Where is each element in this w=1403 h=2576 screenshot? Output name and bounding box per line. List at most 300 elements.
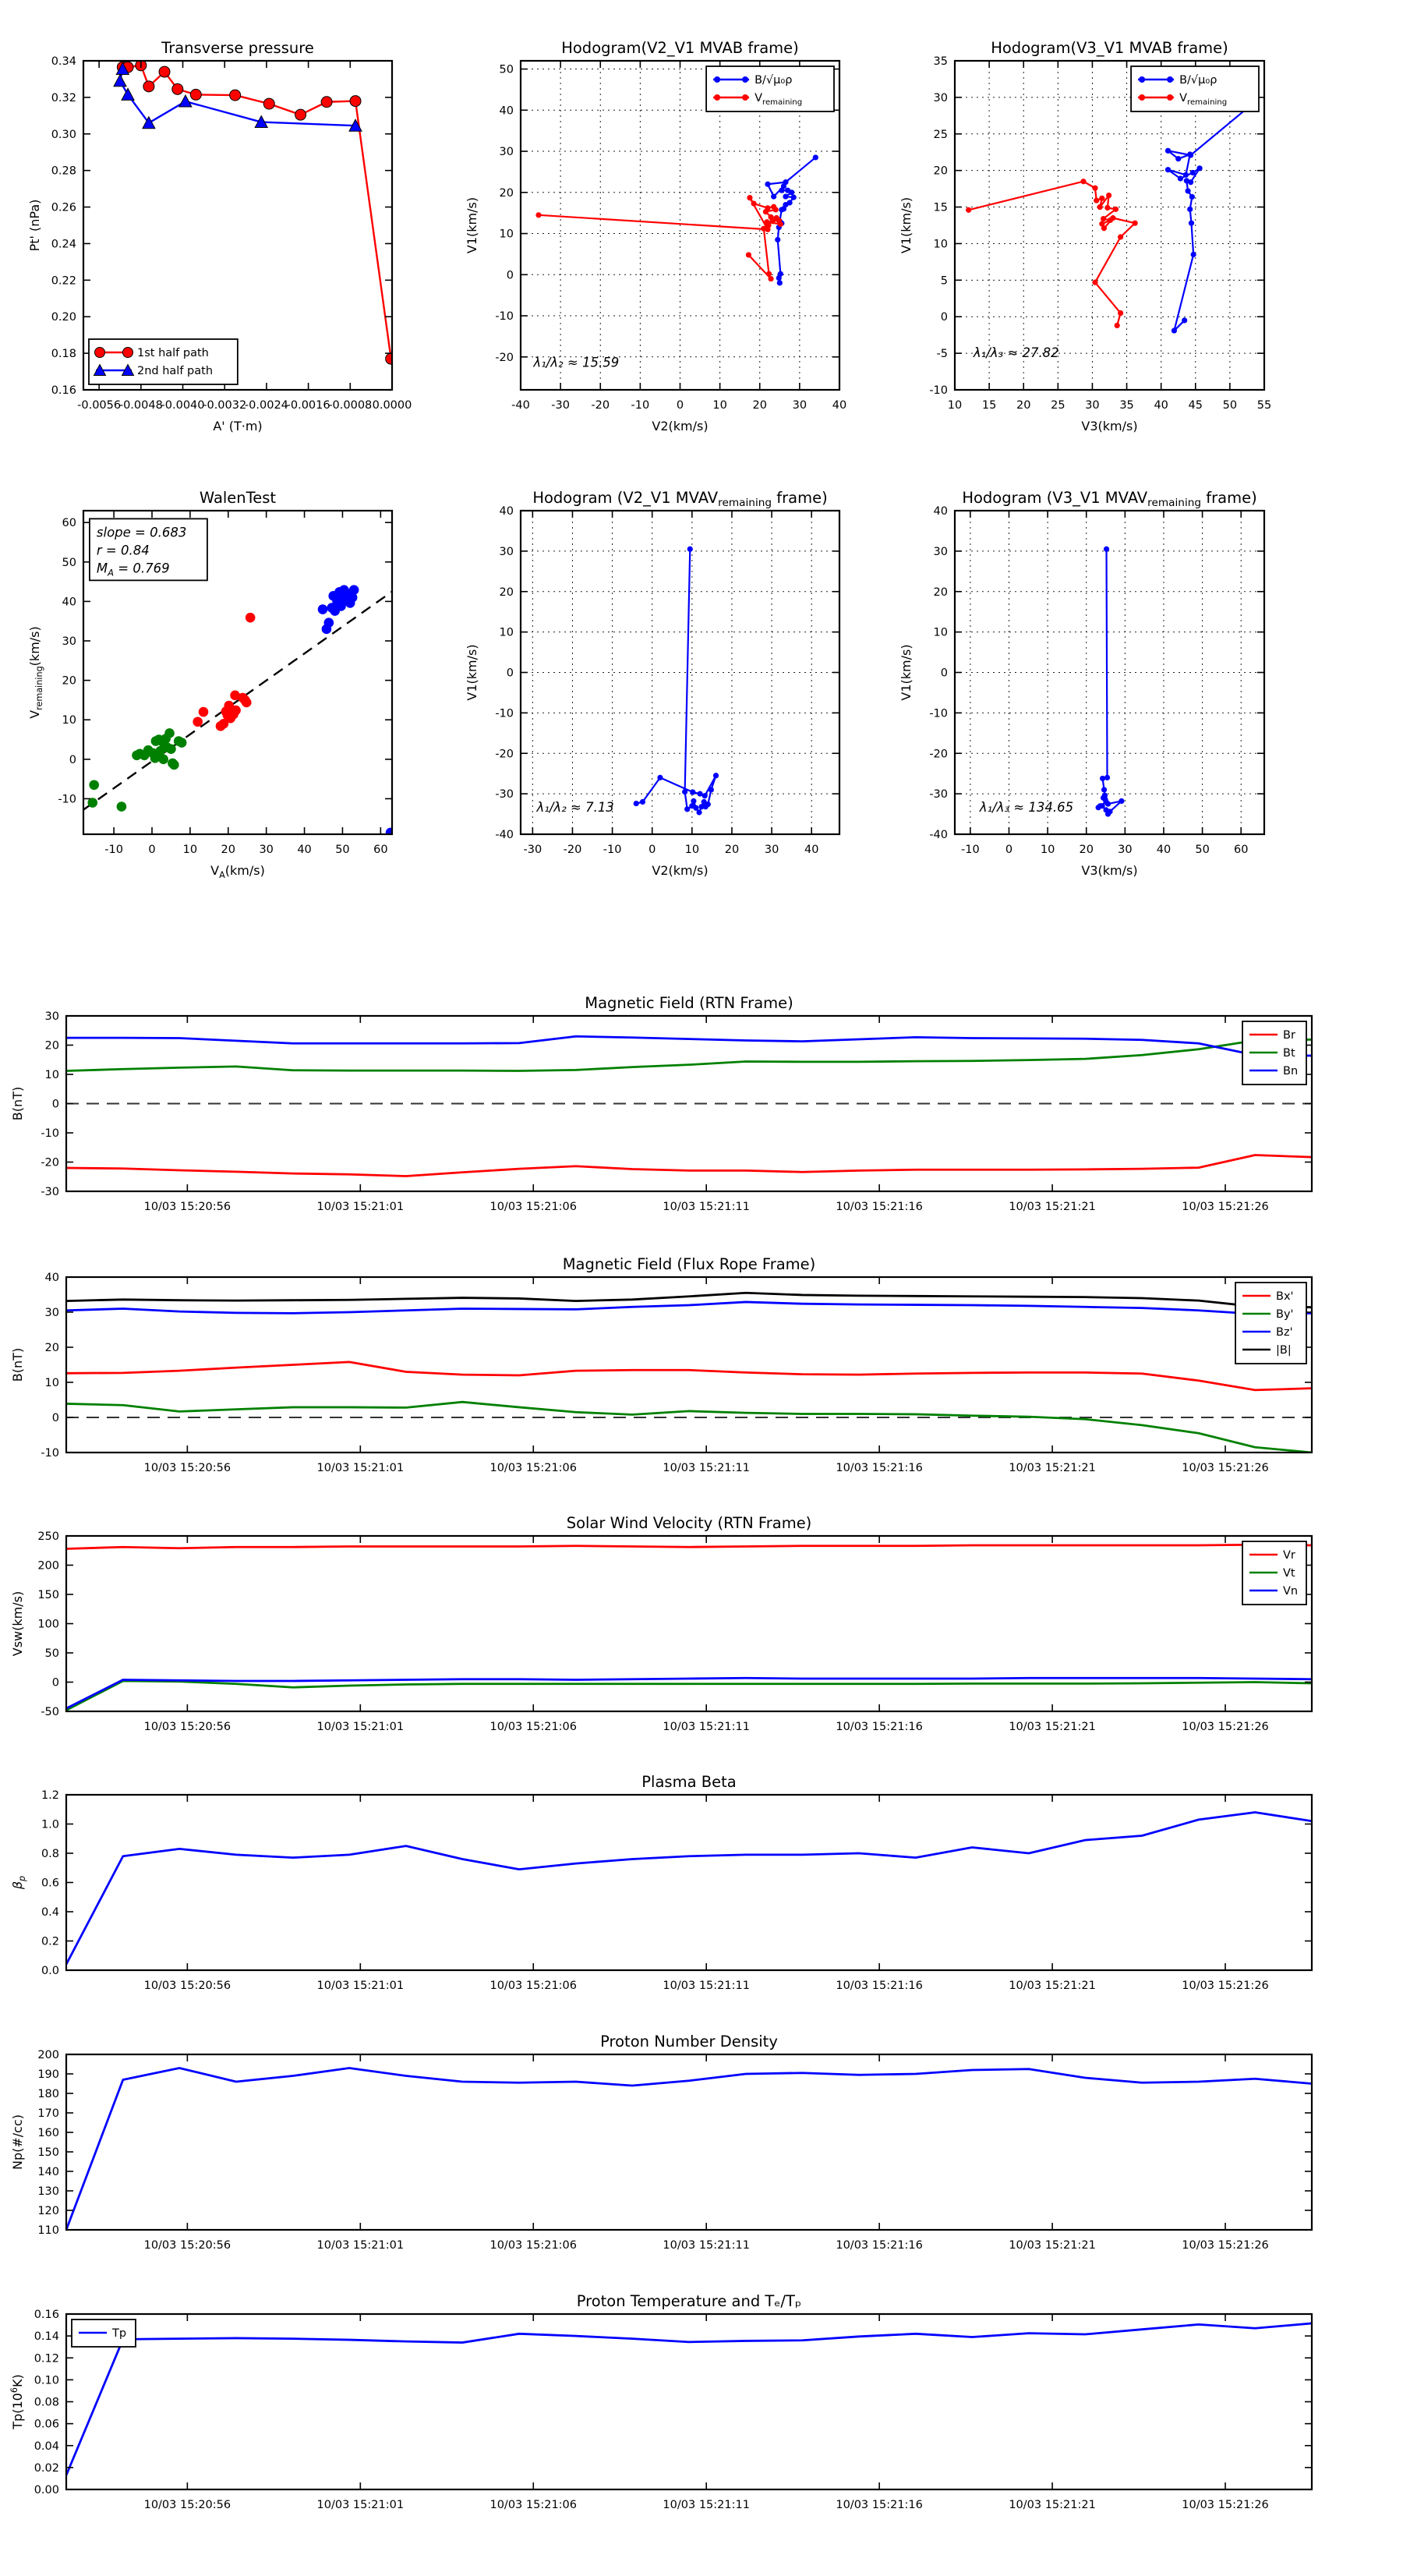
x-tick-label: -40 [511,399,530,412]
y-tick-label: 0.06 [34,2418,59,2431]
dot-marker [690,789,695,794]
y-tick-label: 0.22 [51,274,76,288]
x-tick-label: 20 [221,844,236,856]
dot-marker [324,617,334,628]
legend-box [1235,1283,1306,1364]
y-tick-label: 10 [499,228,514,241]
y-tick-label: 0.30 [51,128,76,141]
series-line-B/√μ₀ρ [636,549,716,812]
dot-marker [177,738,187,748]
y-axis-label: $Tp(10^6K)$ [9,2374,25,2429]
x-tick-label: -0.0040 [161,399,205,412]
circle-marker [295,109,306,120]
dot-marker [705,801,711,807]
series-group-np [66,2068,1312,2231]
x-tick-label: 50 [1195,844,1210,856]
dot-marker [783,193,788,199]
dot-marker [751,200,756,206]
x-tick-label: 50 [335,844,350,856]
panel-walen-test [27,489,395,880]
legend-tp [72,2319,136,2347]
x-tick-label: 30 [1118,844,1133,856]
dot-marker [709,787,714,792]
x-tick-label: -30 [551,399,570,412]
y-tick-label: 160 [37,2127,59,2139]
x-tick-label: 60 [1233,844,1249,856]
dot-marker [1172,327,1177,333]
y-tick-label: 0.02 [34,2461,59,2475]
x-tick-label: 40 [832,399,847,412]
dot-marker [1189,221,1194,226]
x-tick-label: -10 [961,844,980,856]
x-tick-label: 10/03 15:21:21 [1009,1721,1096,1733]
series-line-B/√μ₀ρ [1098,549,1122,814]
x-tick-label: 20 [724,844,740,856]
dot-marker [789,189,794,195]
dot-marker [193,717,203,727]
y-tick-label: 0 [506,667,514,680]
triangle-marker [114,75,126,87]
series-line-Bz' [66,1302,1312,1314]
y-tick-label: 10 [933,238,948,251]
x-tick-label: -0.0024 [244,399,288,412]
dot-marker [768,276,773,281]
legend-label: Vn [1283,1585,1299,1598]
legend-mf-rtn [1242,1021,1306,1085]
y-tick-label: -40 [495,829,514,841]
y-tick-label: 170 [37,2107,59,2120]
y-tick-label: 0 [940,311,948,324]
panel-hodogram-v3v1-mvab [899,39,1271,433]
dot-marker [714,76,720,83]
y-tick-label: 0 [51,1412,59,1424]
dot-marker [778,221,783,227]
dot-marker [1101,216,1106,221]
x-tick-label: 10/03 15:21:21 [1009,2239,1096,2252]
dot-marker [1191,252,1196,257]
stats-line: $M_A = 0.769$ [96,561,170,579]
y-tick-label: 10 [62,714,76,727]
y-tick-label: 20 [44,1039,59,1053]
series-group-walen-test [83,585,395,837]
y-tick-label: 20 [933,165,948,178]
series-line-V@{remaining} [539,198,780,279]
dot-marker [742,76,748,83]
x-axis-label: V3(km/s) [1081,419,1138,433]
x-tick-label: 10/03 15:21:06 [489,1721,578,1733]
x-tick-label: 10/03 15:21:06 [489,2239,578,2252]
dot-marker [1097,204,1103,210]
dot-marker [1107,809,1112,814]
dot-marker [1165,148,1171,154]
y-axis-label: V1(km/s) [899,196,914,254]
x-tick-label: 10 [1040,844,1055,856]
y-tick-label: 0.4 [41,1906,59,1919]
dot-marker [199,707,209,717]
y-tick-label: 1.0 [41,1818,59,1831]
x-tick-label: 10/03 15:21:11 [663,2239,750,2252]
dot-marker [1110,215,1115,221]
circle-marker [143,81,154,92]
dot-marker [158,755,168,765]
y-tick-label: 10 [44,1069,59,1081]
dot-marker [702,793,708,798]
dot-marker [1099,803,1104,809]
series-line-B/√μ₀ρ [1168,108,1246,331]
chart-title-walen-test: WalenTest [199,489,277,507]
dot-marker [1196,165,1202,171]
dot-marker [682,789,687,794]
y-tick-label: 30 [499,545,514,558]
x-tick-label: 45 [1188,399,1203,412]
y-tick-label: 0.8 [41,1848,59,1860]
dot-marker [169,760,179,770]
dot-marker [1099,196,1104,201]
x-tick-label: -0.0048 [118,399,163,412]
x-tick-label: 10/03 15:21:26 [1182,1201,1269,1213]
dot-marker [775,237,780,242]
y-tick-label: -5 [936,348,948,361]
legend-label: $V_{remaining}$ [755,92,803,107]
x-tick-label: 10/03 15:21:01 [316,1462,405,1474]
legend-label: By' [1276,1308,1294,1321]
circle-marker [123,348,133,358]
y-axis-label: V1(km/s) [465,196,479,254]
panel-transverse-pressure [27,39,412,433]
y-tick-label: 20 [933,586,948,599]
y-tick-label: 30 [933,545,948,558]
dot-marker [1187,207,1193,212]
dot-marker [1139,94,1145,101]
circle-marker [230,90,241,101]
x-tick-label: 30 [259,844,274,856]
x-tick-label: 10/03 15:21:01 [316,2499,405,2511]
dot-marker [697,791,702,797]
dot-marker [691,798,696,804]
y-tick-label: -30 [495,788,514,801]
circle-marker [190,89,201,100]
dot-marker [966,207,971,213]
x-tick-label: 10/03 15:21:21 [1009,1980,1096,1992]
x-tick-label: 40 [1156,844,1172,856]
y-tick-label: 10 [44,1377,59,1389]
y-tick-label: 30 [44,1307,59,1319]
x-tick-label: 40 [1154,399,1168,412]
circle-marker [386,353,397,364]
x-axis-label: V2(km/s) [652,419,709,433]
x-tick-label: 0 [676,399,684,412]
dot-marker [777,280,783,285]
series-group-beta [66,1813,1312,1965]
dot-marker [765,182,770,187]
dot-marker [746,252,751,257]
x-tick-label: 10/03 15:20:56 [143,2239,231,2252]
dot-marker [713,773,719,778]
series-line-Bt [66,1039,1312,1070]
x-tick-label: 10/03 15:21:06 [489,2499,578,2511]
y-tick-label: -10 [495,707,514,720]
x-tick-label: 40 [297,844,312,856]
dot-marker [386,828,396,838]
y-tick-label: 0.18 [51,348,76,361]
x-tick-label: 10/03 15:21:16 [836,1980,923,1992]
dot-marker [1175,156,1181,161]
x-tick-label: 10 [684,844,700,856]
x-tick-label: 10/03 15:21:01 [316,2239,405,2252]
dot-marker [771,193,776,199]
y-tick-label: 0.26 [51,201,76,214]
dot-marker [1092,280,1097,285]
dot-marker [1118,234,1123,239]
x-tick-label: 10/03 15:20:56 [143,1201,231,1213]
y-tick-label: -50 [41,1706,59,1718]
x-tick-label: 10/03 15:21:06 [489,1462,578,1474]
legend-hodogram-v3v1-mvab [1131,66,1259,111]
annotation-hodogram-v2v1-mvab: λ₁/λ₂ ≈ 15.59 [533,355,620,370]
x-tick-label: -30 [523,844,542,856]
y-tick-label: 200 [37,1559,59,1573]
y-tick-label: 150 [37,2146,59,2159]
x-tick-label: 10/03 15:21:21 [1009,1201,1096,1213]
legend-label: Bn [1283,1065,1299,1077]
x-tick-label: 10/03 15:21:21 [1009,2499,1096,2511]
circle-marker [350,96,361,107]
y-axis-label: Vsw(km/s) [10,1591,25,1657]
x-tick-label: 10/03 15:21:26 [1182,1462,1269,1474]
y-tick-label: -10 [495,310,514,324]
series-group-tp [66,2323,1312,2475]
dot-marker [1118,310,1123,316]
dot-marker [634,801,639,806]
dot-marker [1165,167,1171,172]
y-tick-label: 0.00 [34,2484,59,2496]
y-tick-label: 0.14 [34,2330,59,2344]
x-tick-label: 10 [182,844,198,856]
dot-marker [1100,776,1105,781]
x-tick-label: -20 [591,399,610,412]
y-tick-label: 0 [506,269,514,282]
series-line-By' [66,1402,1312,1453]
legend-label: Tp [112,2327,127,2340]
chart-title-hodogram-v2v1-mvav: Hodogram (V2_V1 $MVAV_{remaining}$ frame) [532,489,828,509]
y-axis-label: B(nT) [10,1086,25,1121]
dot-marker [1094,198,1099,203]
triangle-marker [179,95,192,107]
dot-marker [761,226,766,232]
dot-marker [1187,151,1193,157]
y-tick-label: -20 [929,748,948,761]
x-tick-label: 0 [148,844,156,856]
y-tick-label: 10 [499,626,514,639]
dot-marker [1182,317,1187,323]
dot-marker [349,585,359,595]
y-axis-label: $\beta_p$ [10,1875,27,1890]
legend-label: 1st half path [137,347,209,359]
y-tick-label: -30 [41,1186,59,1198]
x-tick-label: 10/03 15:21:16 [836,1462,923,1474]
legend-hodogram-v2v1-mvab [706,66,834,111]
dot-marker [1102,797,1108,802]
x-tick-label: -0.0008 [328,399,373,412]
x-axis-label: A' (T·m) [213,419,263,433]
dot-marker [1119,798,1124,804]
dot-marker [246,613,256,623]
circle-marker [159,66,170,77]
y-tick-label: 15 [933,201,948,214]
y-axis-label: B(nT) [10,1347,25,1382]
x-tick-label: 0 [648,844,656,856]
y-tick-label: 0.24 [51,238,76,251]
x-tick-label: 30 [1085,399,1100,412]
x-tick-label: -10 [104,844,123,856]
series-group-transverse-pressure [114,60,397,364]
chart-title-mf-rtn: Magnetic Field (RTN Frame) [585,994,793,1012]
y-tick-label: 0.12 [34,2352,59,2365]
y-axis-label: Pt' (nPa) [27,199,42,252]
legend-label: Bt [1283,1047,1295,1060]
x-tick-label: 35 [1119,399,1134,412]
x-tick-label: 0 [1005,844,1013,856]
y-tick-label: 1.2 [41,1789,59,1802]
x-tick-label: 30 [764,844,779,856]
y-tick-label: -10 [58,793,76,806]
legend-label: Vr [1283,1549,1295,1562]
series-group-hodogram-v3v1-mvab [966,105,1250,333]
x-tick-label: 10/03 15:21:11 [663,1201,750,1213]
y-tick-label: 120 [37,2205,59,2217]
dot-marker [1185,188,1190,193]
x-tick-label: -0.0032 [203,399,247,412]
legend-mf-fluxrope [1235,1283,1306,1364]
x-tick-label: -0.0056 [77,399,122,412]
x-axis-label: $V_A(km/s)$ [210,863,265,880]
dot-marker [1167,94,1173,101]
y-tick-label: 0.28 [51,165,76,178]
series-group-hodogram-v2v1-mvav [634,547,719,816]
legend-label: $V_{remaining}$ [1179,92,1228,107]
dot-marker [687,547,693,552]
dot-marker [1183,172,1189,178]
dot-marker [1190,170,1196,175]
annotation-hodogram-v3v1-mvav: λ₁/λ₃ ≈ 134.65 [979,799,1074,815]
chart-title-mf-fluxrope: Magnetic Field (Flux Rope Frame) [562,1255,816,1273]
y-axis-label: V1(km/s) [899,644,914,701]
panel-hodogram-v2v1-mvav [465,489,839,878]
y-tick-label: 60 [62,517,76,530]
panel-np [10,2033,1312,2252]
y-tick-label: 0.34 [51,55,76,68]
y-tick-label: 50 [62,556,76,569]
y-tick-label: 20 [44,1342,59,1354]
dot-marker [242,698,252,708]
series-group-mf-fluxrope [66,1293,1312,1453]
x-tick-label: 10/03 15:21:01 [316,1980,405,1992]
circle-marker [321,97,332,108]
x-tick-label: 10/03 15:21:16 [836,1721,923,1733]
series-line-1st half path [122,65,391,359]
y-tick-label: 0 [51,1098,59,1111]
y-tick-label: 0.08 [34,2396,59,2409]
panel-hodogram-v2v1-mvab [465,39,846,433]
dot-marker [535,212,541,218]
y-tick-label: 30 [44,1010,59,1023]
y-tick-label: 30 [933,91,948,104]
y-tick-label: -10 [41,1127,59,1140]
legend-transverse-pressure [89,339,238,384]
circle-marker [263,98,274,109]
x-tick-label: 10/03 15:21:01 [316,1201,405,1213]
y-tick-label: 30 [499,146,514,159]
dot-marker [1113,207,1119,212]
series-line-Bx' [66,1362,1312,1390]
annotation-hodogram-v2v1-mvav: λ₁/λ₂ ≈ 7.13 [536,799,614,815]
y-axis-label: $V_{remaining}(km/s)$ [27,626,44,719]
x-tick-label: 0.0000 [372,399,412,412]
dot-marker [696,809,702,815]
x-tick-label: 10/03 15:21:11 [663,1980,750,1992]
y-tick-label: 0 [51,1676,59,1690]
dot-marker [1189,194,1195,200]
x-tick-label: 10/03 15:21:11 [663,1462,750,1474]
legend-label: 2nd half path [137,365,214,377]
y-tick-label: 20 [499,586,514,599]
x-tick-label: 30 [792,399,808,412]
y-tick-label: 110 [37,2224,59,2237]
y-tick-label: 50 [499,63,514,76]
y-tick-label: 0.20 [51,311,76,324]
legend-label: |B| [1276,1344,1292,1357]
circle-marker [95,348,105,358]
dot-marker [1104,205,1110,211]
dot-marker [1178,175,1183,181]
x-tick-label: 10 [712,399,727,412]
dot-marker [1115,323,1120,328]
y-tick-label: 0.2 [41,1935,59,1948]
x-tick-label: 40 [804,844,819,856]
dot-marker [1139,76,1145,83]
x-tick-label: -20 [563,844,582,856]
y-tick-label: 140 [37,2166,59,2178]
x-tick-label: 25 [1051,399,1066,412]
panel-swv [10,1514,1312,1733]
series-group-swv [66,1545,1312,1710]
x-tick-label: 10/03 15:21:11 [663,2499,750,2511]
y-tick-label: -10 [929,707,948,720]
y-tick-label: 200 [37,2049,59,2061]
axes-frame [66,1277,1312,1453]
y-tick-label: -20 [495,748,514,761]
series-group-hodogram-v3v1-mvav [1096,547,1125,817]
chart-title-transverse-pressure: Transverse pressure [161,39,314,57]
y-tick-label: 130 [37,2185,59,2198]
x-tick-label: 20 [1016,399,1031,412]
x-tick-label: 10/03 15:20:56 [143,1980,231,1992]
x-tick-label: 10/03 15:21:06 [489,1980,578,1992]
dot-marker [166,744,176,754]
series-line-Vr [66,1545,1312,1548]
y-tick-label: 0 [940,667,948,680]
dot-marker [770,218,776,224]
series-line-Np [66,2068,1312,2231]
y-tick-label: -10 [41,1447,59,1460]
dot-marker [747,195,752,200]
panel-mf-rtn [10,994,1312,1213]
y-tick-label: 40 [499,505,514,518]
x-tick-label: 20 [752,399,767,412]
series-line-V@{remaining} [969,182,1136,326]
legend-label: Bx' [1276,1290,1294,1303]
dot-marker [714,94,720,101]
